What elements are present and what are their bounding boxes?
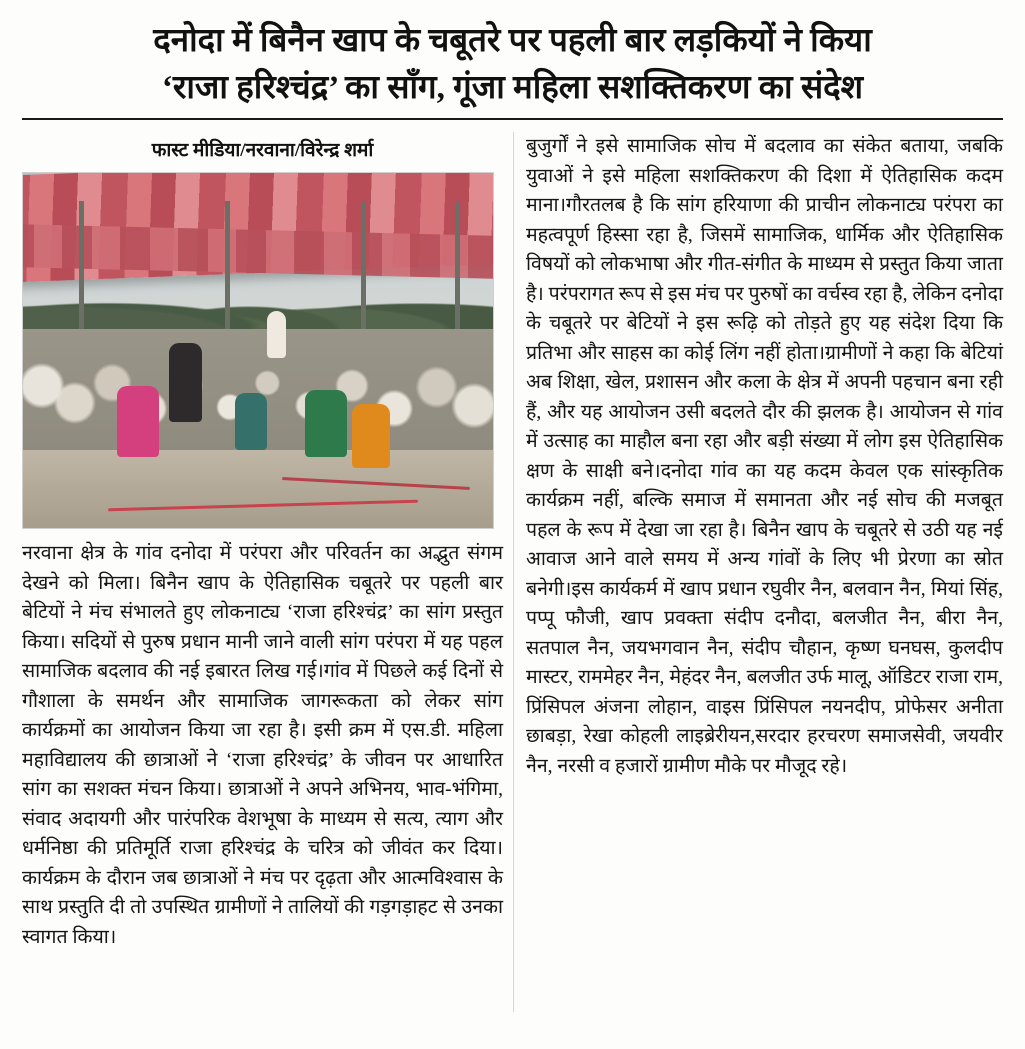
photo-performer <box>169 343 202 421</box>
paragraph: नरवाना क्षेत्र के गांव दनोदा में परंपरा और परिवर्तन का अद्भुत संगम देखने को मिला। बिनैन खाप के ऐतिहासिक चबूतरे पर पहली बार बेटियों ने मंच संभालते हुए लोकनाट्य ‘राजा हरिश्चंद्र’ का सांग प्रस्तुत किया। सदियों से पुरुष प्रधान मानी जाने वाली सांग परंपरा में यह पहल सामाजिक बदलाव की नई इबारत लिख गई।गांव में पिछले कई दिनों से गौशाला के समर्थन और सामाजिक जागरूकता को लेकर सांग कार्यक्रमों का आयोजन किया जा रहा है। इसी क्रम में एस.डी. महिला महाविद्यालय की छात्राओं ने ‘राजा हरिश्चंद्र’ के जीवन पर आधारित सांग का सशक्त मंचन किया। छात्राओं ने अपने अभिनय, भाव-भंगिमा, संवाद अदायगी और पारंपरिक वेशभूषा के माध्यम से सत्य, त्याग और धर्मनिष्ठा की प्रतिमूर्ति राजा हरिश्चंद्र के चरित्र को जीवंत कर दिया।कार्यक्रम के दौरान जब छात्राओं ने मंच पर दृढ़ता और आत्मविश्वास के साथ प्रस्तुति दी तो उपस्थित ग्रामीणों ने तालियों की गड़गड़ाहट से उनका स्वागत किया। <box>22 543 503 948</box>
article-photo <box>22 172 494 529</box>
article-body <box>22 132 1003 1012</box>
headline-line-1: दनोदा में बिनैन खाप के चबूतरे पर पहली बार लड़कियों ने किया <box>153 23 872 59</box>
page-title <box>22 18 1003 112</box>
headline-line-2: ‘राजा हरिश्चंद्र’ का साँग, गूंजा महिला सशक्तिकरण का संदेश <box>161 70 864 106</box>
photo-performer <box>305 390 347 457</box>
photo-performer <box>352 404 390 468</box>
right-column <box>514 132 1003 1012</box>
photo-performer <box>235 393 268 450</box>
paragraph: बुजुर्गों ने इसे सामाजिक सोच में बदलाव का संकेत बताया, जबकि युवाओं ने इसे महिला सशक्तिकरण की दिशा में ऐतिहासिक कदम माना।गौरतलब है कि सांग हरियाणा की प्राचीन लोकनाट्य परंपरा का महत्वपूर्ण हिस्सा रहा है, जिसमें सामाजिक, धार्मिक और ऐतिहासिक विषयों को लोकभाषा और गीत-संगीत के माध्यम से प्रस्तुत किया जाता है। परंपरागत रूप से इस मंच पर पुरुषों का वर्चस्व रहा है, लेकिन दनोदा के चबूतरे पर बेटियों ने इस रूढ़ि को तोड़ते हुए यह संदेश दिया कि प्रतिभा और साहस का कोई लिंग नहीं होता।ग्रामीणों ने कहा कि बेटियां अब शिक्षा, खेल, प्रशासन और कला के क्षेत्र में अपनी पहचान बना रही हैं, और यह आयोजन उसी बदलते दौर की झलक है। आयोजन से गांव में उत्साह का माहौल बना रहा और बड़ी संख्या में लोग इस ऐतिहासिक क्षण के साक्षी बने।दनोदा गांव का यह कदम केवल एक सांस्कृतिक कार्यक्रम नहीं, बल्कि समाज में समानता और नई सोच की मजबूत पहल के रूप में देखा जा रहा है। बिनैन खाप के चबूतरे से उठी यह नई आवाज आने वाले समय में अन्य गांवों के लिए भी प्रेरणा का स्रोत बनेगी।इस कार्यकर्म में खाप प्रधान रघुवीर नैन, बलवान नैन, मियां सिंह, पप्पू फौजी, खाप प्रवक्ता संदीप दनौदा, बलजीत नैन, बीरा नैन, सतपाल नैन, जयभगवान नैन, संदीप चौहान, कृष्ण घनघस, कुलदीप मास्टर, राममेहर नैन, मेहंदर नैन, बलजीत उर्फ मालू, ऑडिटर राजा राम, प्रिंसिपल अंजना लोहान, वाइस प्रिंसिपल नयनदीप, प्रोफेसर अनीता छाबड़ा, रेखा कोहली लाइब्रेरीयन,सरदार हरचरण समाजसेवी, जयवीर नैन, नरसी व हजारों ग्रामीण मौके पर मौजूद रहे। <box>526 136 1003 777</box>
left-column-text <box>22 539 503 952</box>
byline: फास्ट मीडिया/नरवाना/विरेन्द्र शर्मा <box>151 140 374 161</box>
photo-performer <box>267 311 286 357</box>
photo-stage <box>23 450 493 528</box>
headline-divider <box>22 118 1003 120</box>
left-column <box>22 132 514 1012</box>
right-column-text <box>526 132 1003 781</box>
photo-performer <box>117 386 159 457</box>
